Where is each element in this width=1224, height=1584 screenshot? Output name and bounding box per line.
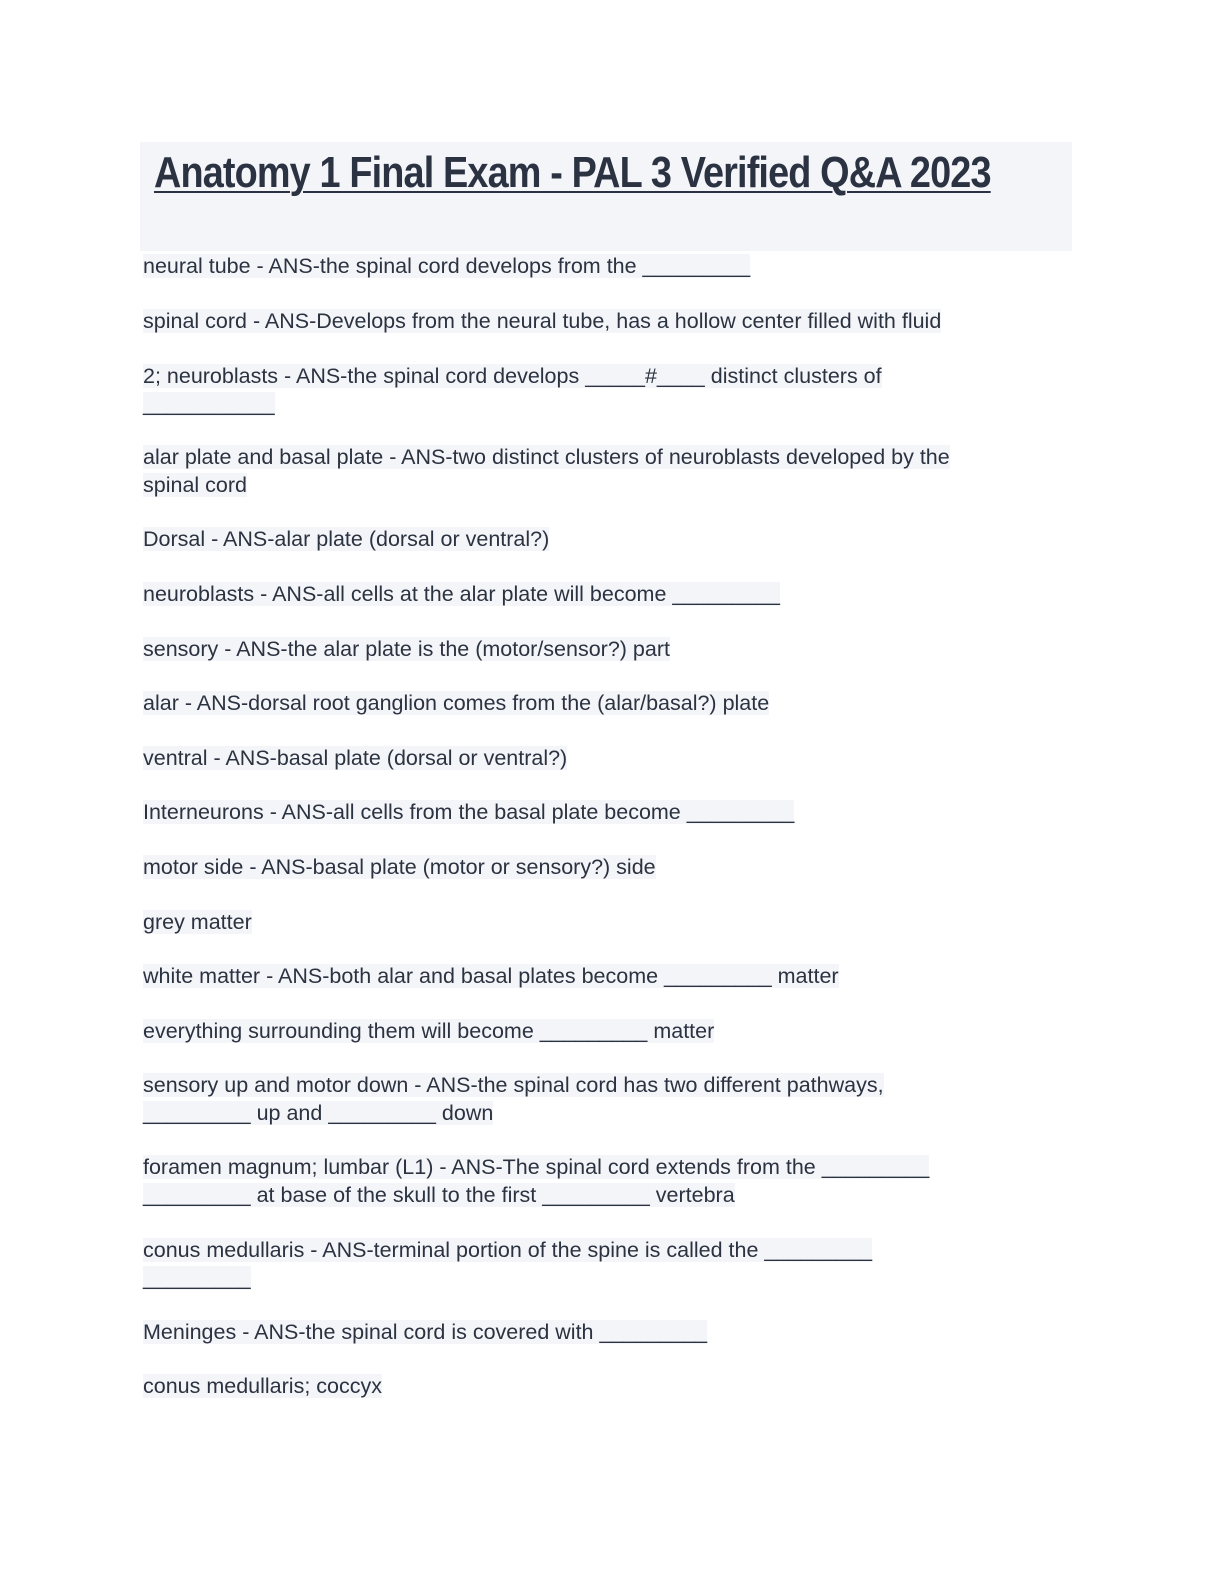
qa-item (143, 635, 1083, 663)
qa-text: motor side - ANS-basal plate (motor or sensory?) side (143, 855, 656, 879)
qa-item (143, 580, 1083, 608)
qa-item (143, 1153, 1083, 1209)
qa-text: 2; neuroblasts - ANS-the spinal cord develops _____#____ distinct clusters of ___________ (143, 364, 882, 416)
qa-text: foramen magnum; lumbar (L1) - ANS-The spinal cord extends from the _________ _________ at base of the skull to the first _________ vertebra (143, 1155, 930, 1207)
qa-text: sensory up and motor down - ANS-the spinal cord has two different pathways, _________ up and _________ down (143, 1073, 884, 1125)
qa-item (143, 362, 1083, 418)
qa-text: everything surrounding them will become _________ matter (143, 1019, 715, 1043)
qa-item (143, 908, 1083, 936)
qa-text: grey matter (143, 910, 252, 934)
qa-item (143, 307, 1083, 335)
qa-text: alar - ANS-dorsal root ganglion comes from the (alar/basal?) plate (143, 691, 770, 715)
qa-item (143, 1236, 1083, 1292)
qa-text: spinal cord - ANS-Develops from the neural tube, has a hollow center filled with fluid (143, 309, 942, 333)
qa-text: white matter - ANS-both alar and basal plates become _________ matter (143, 964, 839, 988)
qa-text: ventral - ANS-basal plate (dorsal or ventral?) (143, 746, 568, 770)
qa-text: conus medullaris - ANS-terminal portion of the spine is called the _________ _________ (143, 1238, 873, 1290)
qa-item (143, 1318, 1083, 1346)
qa-item (143, 1071, 1083, 1127)
qa-text: Dorsal - ANS-alar plate (dorsal or ventral?) (143, 527, 550, 551)
qa-text: neural tube - ANS-the spinal cord develops from the _________ (143, 254, 751, 278)
qa-item (143, 853, 1083, 881)
qa-item (143, 689, 1083, 717)
qa-item (143, 443, 1083, 499)
qa-item (143, 798, 1083, 826)
qa-text: neuroblasts - ANS-all cells at the alar plate will become _________ (143, 582, 781, 606)
qa-text: conus medullaris; coccyx (143, 1374, 382, 1398)
qa-item (143, 1017, 1083, 1045)
title-block (140, 142, 1072, 251)
qa-item (143, 744, 1083, 772)
qa-item (143, 525, 1083, 553)
qa-text: alar plate and basal plate - ANS-two distinct clusters of neuroblasts developed by the spinal cord (143, 445, 950, 497)
qa-item (143, 962, 1083, 990)
qa-item (143, 252, 1083, 280)
qa-item (143, 1372, 1083, 1400)
qa-text: Interneurons - ANS-all cells from the basal plate become _________ (143, 800, 795, 824)
qa-text: Meninges - ANS-the spinal cord is covered with _________ (143, 1320, 708, 1344)
qa-text: sensory - ANS-the alar plate is the (motor/sensor?) part (143, 637, 670, 661)
document-title: Anatomy 1 Final Exam - PAL 3 Verified Q&A 2023 (154, 148, 991, 197)
